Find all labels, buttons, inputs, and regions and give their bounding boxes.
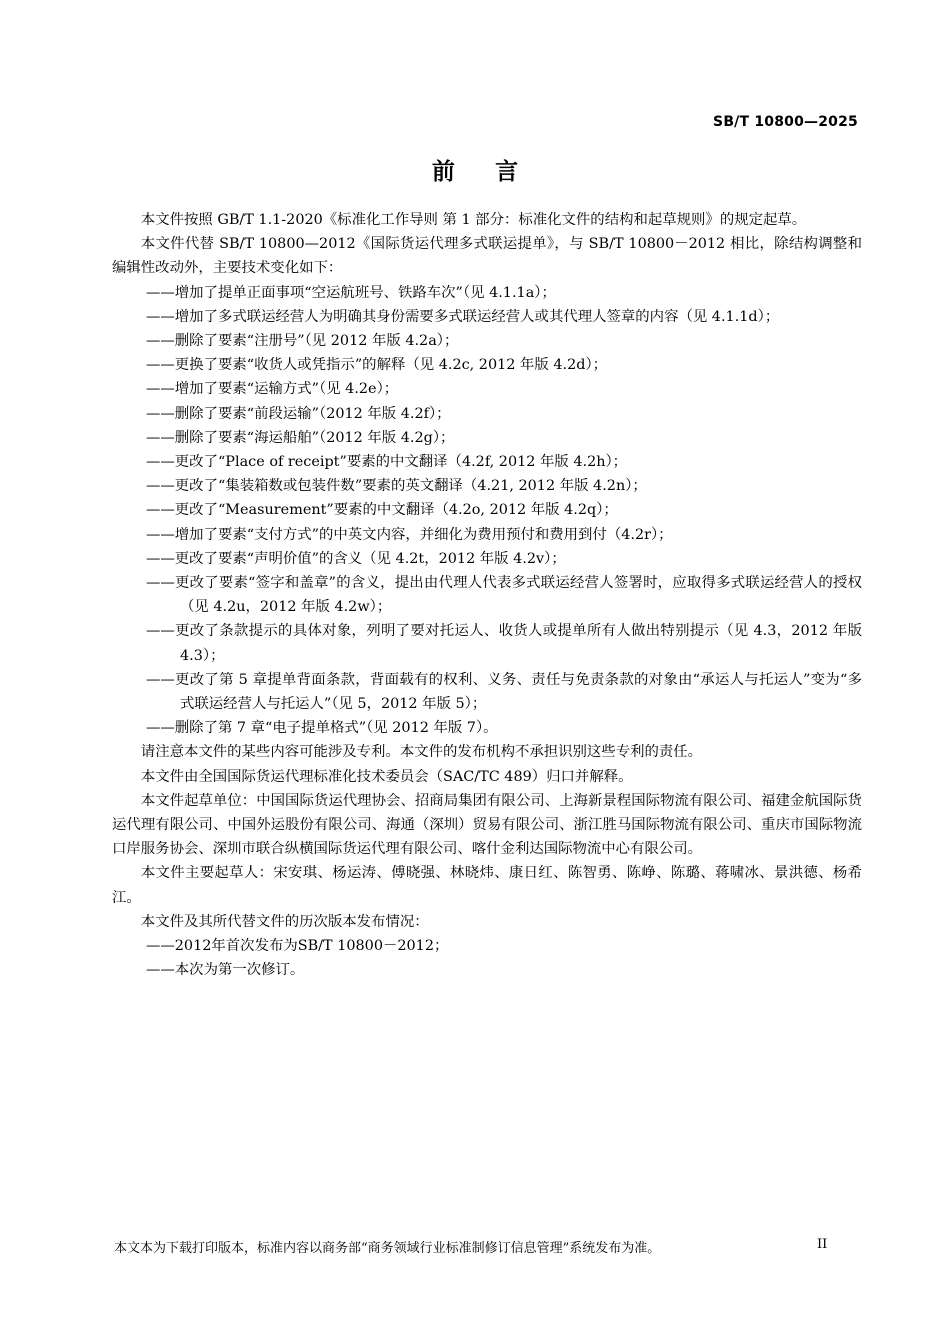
list-item: ——更改了“Measurement”要素的中文翻译（4.2o, 2012 年版 4.2q）； [146,502,618,519]
list-item: ——更改了要素“声明价值”的含义（见 4.2t，2012 年版 4.2v）； [146,550,566,567]
drafters: 本文件主要起草人：宋安琪、杨运涛、傅晓强、林晓炜、康日红、陈智勇、陈峥、陈璐、蒋啸冰、景洪德、杨希江。 [112,865,862,906]
list-item: ——删除了要素“海运船舶”（2012 年版 4.2g）； [146,429,455,446]
foreword-body [112,208,862,983]
drafting-units: 本文件起草单位：中国国际货运代理协会、招商局集团有限公司、上海新景程国际物流有限公司、福建金航国际货运代理有限公司、中国外运股份有限公司、海通（深圳）贸易有限公司、浙江胜马国际物流有限公司、重庆市国际物流口岸服务协会、深圳市联合纵横国际货运代理有限公司、喀什金利达国际物流中心有限公司。 [112,792,862,858]
patent-notice: 请注意本文件的某些内容可能涉及专利。本文件的发布机构不承担识别这些专利的责任。 [140,744,703,761]
list-item: ——删除了第 7 章“电子提单格式”（见 2012 年版 7）。 [146,720,498,737]
list-item: ——更改了要素“签字和盖章”的含义，提出由代理人代表多式联运经营人签署时，应取得多式联运经营人的授权（见 4.2u，2012 年版 4.2w）； [146,575,862,616]
list-item: ——更改了第 5 章提单背面条款，背面载有的权利、义务、责任与免责条款的对象由“承运人与托运人”变为“多式联运经营人与托运人”（见 5，2012 年版 5）； [146,671,862,713]
history-intro: 本文件及其所代替文件的历次版本发布情况： [140,913,429,930]
page-number: II [817,1237,828,1252]
page-title: 前 言 [431,159,535,185]
changes-list [112,281,862,741]
replacement-paragraph: 本文件代替 SB/T 10800—2012《国际货运代理多式联运提单》，与 SB/T 10800－2012 相比，除结构调整和编辑性改动外，主要技术变化如下： [112,236,862,277]
list-item: ——删除了要素“注册号”（见 2012 年版 4.2a）； [146,333,459,350]
list-item: ——增加了要素“运输方式”（见 4.2e）； [146,381,399,398]
list-item: ——增加了多式联运经营人为明确其身份需要多式联运经营人或其代理人签章的内容（见 4.1.1d）； [146,308,780,325]
drafting-rules-paragraph: 本文件按照 GB/T 1.1-2020《标准化工作导则 第 1 部分：标准化文件的结构和起草规则》的规定起草。 [140,212,807,228]
committee-notice: 本文件由全国国际货运代理标准化技术委员会（SAC/TC 489）归口并解释。 [140,768,633,785]
list-item: ——增加了提单正面事项“空运航班号、铁路车次”（见 4.1.1a）； [146,284,556,301]
list-item: ——增加了要素“支付方式”的中英文内容，并细化为费用预付和费用到付（4.2r）； [146,526,673,543]
list-item: ——更换了要素“收货人或凭指示”的解释（见 4.2c, 2012 年版 4.2d）； [146,357,608,374]
document-code: SB/T 10800—2025 [713,114,858,130]
footer-note: 本文本为下载打印版本，标准内容以商务部“商务领域行业标准制修订信息管理”系统发布为准。 [114,1241,661,1256]
history-list [112,934,862,982]
list-item: ——2012年首次发布为SB/T 10800－2012； [146,938,449,955]
list-item: ——更改了“Place of receipt”要素的中文翻译（4.2f, 2012 年版 4.2h）； [146,454,628,471]
list-item: ——更改了“集装箱数或包装件数”要素的英文翻译（4.21, 2012 年版 4.2n）； [146,478,647,495]
list-item: ——本次为第一次修订。 [146,962,305,979]
list-item: ——更改了条款提示的具体对象，列明了要对托运人、收货人或提单所有人做出特别提示（见 4.3，2012 年版 4.3）； [146,623,862,664]
list-item: ——删除了要素“前段运输”（2012 年版 4.2f）； [146,405,451,422]
